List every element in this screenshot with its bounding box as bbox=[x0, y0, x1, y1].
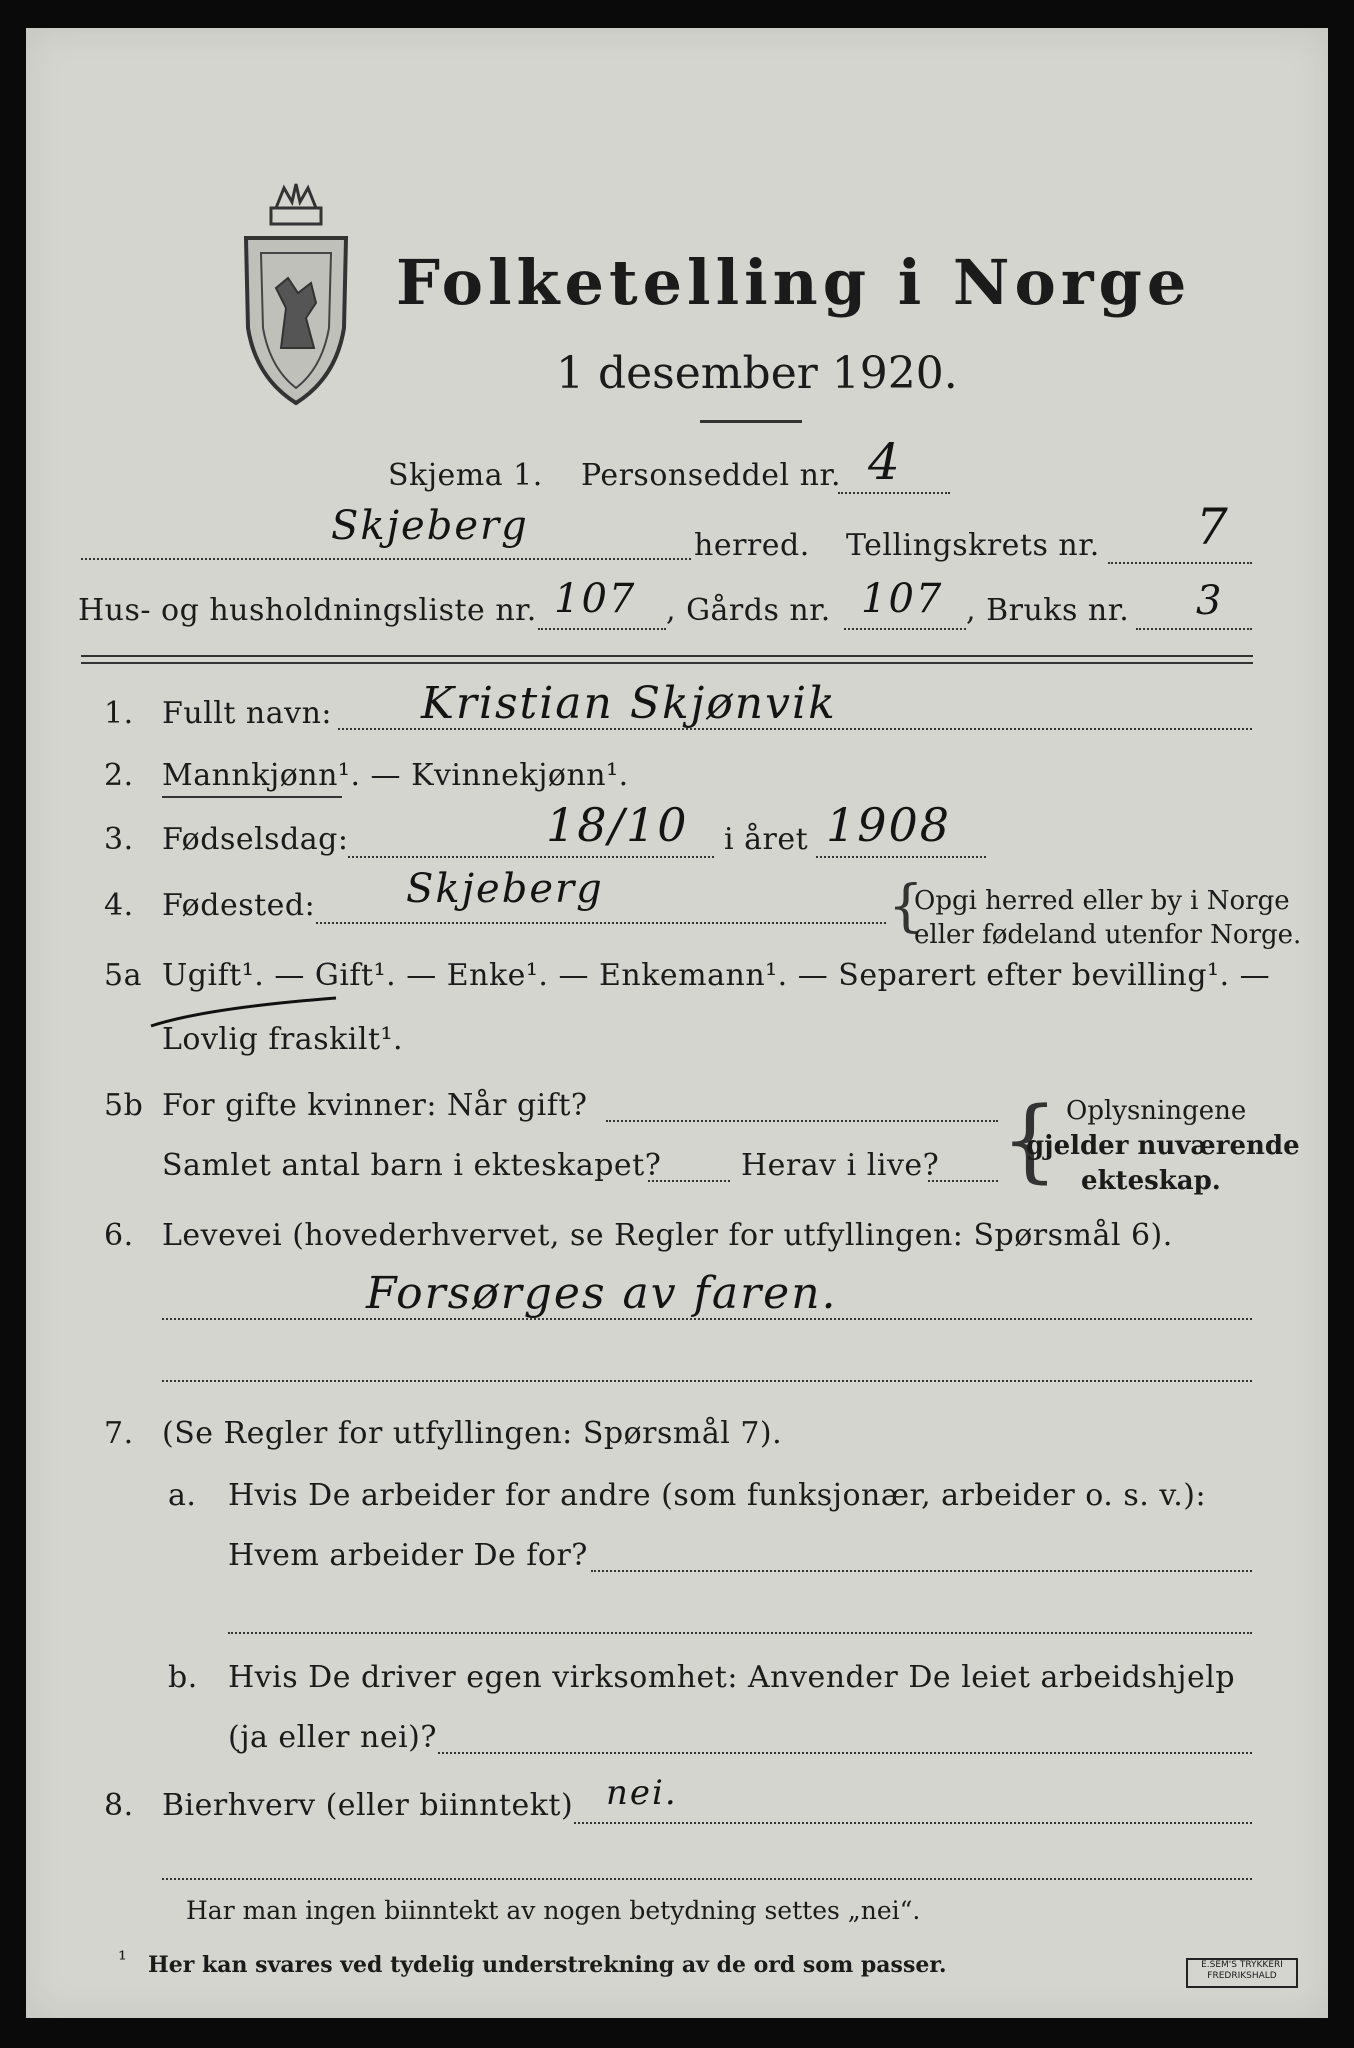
q8-note: Har man ingen biinntekt av nogen betydning settes „nei“. bbox=[186, 1896, 921, 1925]
q5b-note-line1: Oplysningene bbox=[1066, 1096, 1247, 1126]
header-rule-1 bbox=[81, 655, 1253, 657]
q6-label: Levevei (hovederhvervet, se Regler for utfyllingen: Spørsmål 6). bbox=[162, 1218, 1173, 1253]
q1-value: Kristian Skjønvik bbox=[421, 678, 837, 729]
q5b-married-line bbox=[606, 1120, 998, 1122]
q3-line bbox=[348, 856, 714, 858]
personseddel-label: Personseddel nr. bbox=[581, 458, 842, 493]
q5b-alive-label: Herav i live? bbox=[741, 1148, 940, 1183]
herred-value: Skjeberg bbox=[331, 503, 529, 549]
hus-label: Hus- og husholdningsliste nr. bbox=[78, 593, 537, 628]
q4-note-line2: eller fødeland utenfor Norge. bbox=[914, 920, 1302, 950]
q3-year-label: i året bbox=[724, 822, 809, 857]
q7a-line-answer1 bbox=[591, 1570, 1252, 1572]
q7b-line1: Hvis De driver egen virksomhet: Anvender De leiet arbeidshjelp bbox=[228, 1660, 1236, 1695]
page-title: Folketelling i Norge bbox=[396, 246, 1192, 319]
q8-line1 bbox=[574, 1822, 1252, 1824]
footnote-mark: ¹ bbox=[118, 1948, 127, 1973]
bruks-label: , Bruks nr. bbox=[966, 593, 1130, 628]
tellingskrets-line bbox=[1108, 562, 1252, 564]
q3-number: 3. bbox=[104, 822, 134, 857]
q7a-line-answer2 bbox=[228, 1632, 1252, 1634]
q8-value: nei. bbox=[606, 1773, 678, 1813]
q5a-line1: Ugift¹. — Gift¹. — Enke¹. — Enkemann¹. — Separert efter bevilling¹. — bbox=[162, 958, 1271, 993]
herred-label: herred. bbox=[694, 528, 810, 563]
q2-number: 2. bbox=[104, 758, 134, 793]
q4-line bbox=[316, 922, 886, 924]
personseddel-line bbox=[838, 492, 950, 494]
q2-underline-mannkjonn bbox=[162, 796, 342, 798]
norway-coat-of-arms-icon bbox=[226, 178, 366, 408]
q5a-check-mark bbox=[146, 996, 346, 1036]
q8-number: 8. bbox=[104, 1788, 134, 1823]
q1-label: Fullt navn: bbox=[162, 696, 333, 731]
q3-label: Fødselsdag: bbox=[162, 822, 349, 857]
printer-stamp: E.SEM'S TRYKKERI FREDRIKSHALD bbox=[1186, 1958, 1298, 1988]
q7-label: (Se Regler for utfyllingen: Spørsmål 7). bbox=[162, 1416, 783, 1451]
q5b-number: 5b bbox=[104, 1088, 144, 1123]
q7b-line2: (ja eller nei)? bbox=[228, 1720, 437, 1755]
q8-line2 bbox=[162, 1878, 1252, 1880]
bruks-line bbox=[1136, 628, 1252, 630]
q5a-line2: Lovlig fraskilt¹. bbox=[162, 1022, 404, 1057]
q5b-children-line bbox=[648, 1180, 730, 1182]
q6-number: 6. bbox=[104, 1218, 134, 1253]
q3-year-line bbox=[816, 856, 986, 858]
q2-label: Mannkjønn¹. — Kvinnekjønn¹. bbox=[162, 758, 629, 793]
q1-number: 1. bbox=[104, 696, 134, 731]
hus-line bbox=[538, 628, 666, 630]
q7a-line2: Hvem arbeider De for? bbox=[228, 1538, 588, 1573]
q8-label: Bierhverv (eller biinntekt) bbox=[162, 1788, 574, 1823]
q5b-note-line2: gjelder nuværende bbox=[1026, 1131, 1300, 1161]
gards-line bbox=[844, 628, 966, 630]
q7a-number: a. bbox=[168, 1478, 197, 1513]
q4-value: Skjeberg bbox=[406, 866, 604, 912]
q5b-alive-line bbox=[928, 1180, 998, 1182]
census-date: 1 desember 1920. bbox=[556, 348, 958, 399]
q7b-line-answer bbox=[438, 1752, 1252, 1754]
q4-note-line1: Opgi herred eller by i Norge bbox=[914, 886, 1290, 916]
q7b-number: b. bbox=[168, 1660, 198, 1695]
tellingskrets-value: 7 bbox=[1196, 498, 1230, 556]
q3-value: 18/10 bbox=[546, 798, 689, 852]
q6-value: Forsørges av faren. bbox=[366, 1268, 838, 1319]
q4-number: 4. bbox=[104, 888, 134, 923]
q5b-children-label: Samlet antal barn i ekteskapet? bbox=[162, 1148, 662, 1183]
hus-value: 107 bbox=[554, 576, 637, 622]
skjema-label: Skjema 1. bbox=[388, 458, 543, 493]
q4-label: Fødested: bbox=[162, 888, 316, 923]
bruks-value: 3 bbox=[1196, 578, 1224, 624]
q5b-line1: For gifte kvinner: Når gift? bbox=[162, 1088, 588, 1123]
header-rule-2 bbox=[81, 662, 1253, 664]
footnote-text: Her kan svares ved tydelig understrekning av de ord som passer. bbox=[148, 1952, 947, 1978]
census-form bbox=[26, 28, 1328, 2018]
q5a-number: 5a bbox=[104, 958, 142, 993]
q7a-line1: Hvis De arbeider for andre (som funksjonær, arbeider o. s. v.): bbox=[228, 1478, 1207, 1513]
title-divider bbox=[700, 420, 802, 423]
personseddel-value: 4 bbox=[868, 433, 902, 491]
gards-value: 107 bbox=[861, 576, 944, 622]
q3-year-value: 1908 bbox=[826, 798, 952, 852]
q5b-brace: { bbox=[1001, 1088, 1059, 1193]
q7-number: 7. bbox=[104, 1416, 134, 1451]
herred-line bbox=[81, 558, 691, 560]
q4-brace: { bbox=[888, 874, 924, 939]
q6-line2 bbox=[162, 1380, 1252, 1382]
gards-label: , Gårds nr. bbox=[666, 593, 831, 628]
q5b-note-line3: ekteskap. bbox=[1081, 1166, 1221, 1196]
tellingskrets-label: Tellingskrets nr. bbox=[846, 528, 1100, 563]
